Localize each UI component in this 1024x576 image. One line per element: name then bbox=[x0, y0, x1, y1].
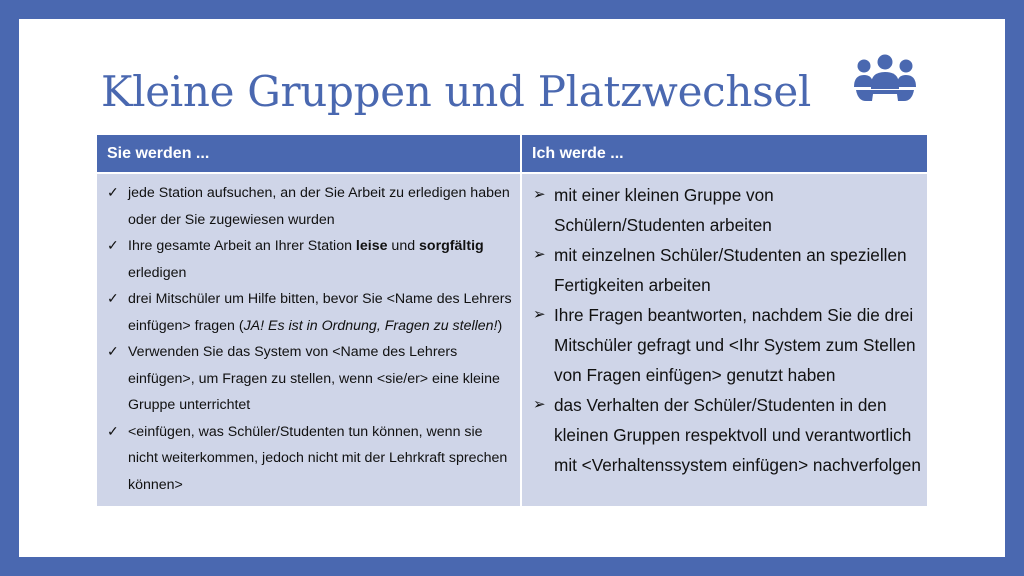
list-item-text: Ihre Fragen beantworten, nachdem Sie die drei Mitschüler gefragt und <Ihr System zum Stellen von Fragen einfügen> genutzt haben bbox=[554, 305, 916, 385]
list-item bbox=[103, 180, 514, 233]
checkmark-icon: ✓ bbox=[107, 344, 119, 360]
list-item-text: JA! Es ist in Ordnung, Fragen zu stellen! bbox=[243, 317, 498, 334]
list-item-text: Ihre gesamte Arbeit an Ihrer Station bbox=[128, 238, 356, 254]
list-item bbox=[528, 300, 921, 390]
table-header-row bbox=[97, 135, 927, 173]
list-item-text: <einfügen, was Schüler/Studenten tun können, wenn sie nicht weiterkommen, jedoch nicht mit der Lehrkraft sprechen können> bbox=[128, 423, 508, 493]
bullet-list bbox=[528, 180, 921, 480]
checkmark-icon: ✓ bbox=[107, 238, 119, 254]
list-item-text: leise bbox=[355, 238, 388, 254]
list-item-text: drei Mitschüler um Hilfe bitten, bevor Sie <Name des Lehrers einfügen> fragen ( bbox=[128, 291, 512, 334]
table-cell-ich-werde bbox=[521, 173, 927, 506]
bullet-list bbox=[103, 180, 514, 498]
slide bbox=[19, 19, 1005, 557]
list-item-text: das Verhalten der Schüler/Studenten in den kleinen Gruppen respektvoll und verantwortlich mit <Verhaltenssystem einfügen> nachverfolgen bbox=[554, 395, 921, 475]
list-item-text: mit einzelnen Schüler/Studenten an speziellen Fertigkeiten arbeiten bbox=[554, 245, 907, 295]
list-item-text: erledigen bbox=[128, 264, 187, 281]
group-people-icon bbox=[852, 53, 918, 103]
list-item-text: und bbox=[387, 238, 420, 254]
list-item-text: sorgfältig bbox=[419, 238, 484, 254]
list-item-text: mit einer kleinen Gruppe von Schülern/Studenten arbeiten bbox=[554, 185, 774, 235]
list-item bbox=[103, 286, 514, 339]
list-item bbox=[103, 233, 514, 286]
list-item-text: Verwenden Sie das System von <Name des Lehrers einfügen>, um Fragen zu stellen, wenn <sie/er> eine kleine Gruppe unterrichtet bbox=[128, 344, 500, 413]
list-item bbox=[528, 180, 921, 240]
column-header: Ich werde ... bbox=[521, 135, 927, 173]
list-item bbox=[103, 419, 514, 499]
column-header: Sie werden ... bbox=[97, 135, 521, 173]
table-cell-sie-werden bbox=[97, 173, 521, 506]
list-item bbox=[528, 390, 921, 480]
list-item bbox=[103, 339, 514, 419]
page-title: Kleine Gruppen und Platzwechsel bbox=[101, 67, 812, 116]
list-item bbox=[528, 240, 921, 300]
table-row bbox=[97, 173, 927, 506]
checkmark-icon: ✓ bbox=[107, 185, 119, 201]
arrow-bullet-icon: ➢ bbox=[533, 306, 546, 323]
comparison-table bbox=[97, 135, 927, 506]
checkmark-icon: ✓ bbox=[107, 291, 119, 307]
checkmark-icon: ✓ bbox=[107, 423, 119, 440]
list-item-text: jede Station aufsuchen, an der Sie Arbeit zu erledigen haben oder der Sie zugewiesen wurden bbox=[128, 185, 510, 228]
arrow-bullet-icon: ➢ bbox=[533, 186, 546, 203]
arrow-bullet-icon: ➢ bbox=[533, 246, 546, 263]
arrow-bullet-icon: ➢ bbox=[533, 396, 546, 413]
list-item-text: ) bbox=[497, 317, 503, 334]
